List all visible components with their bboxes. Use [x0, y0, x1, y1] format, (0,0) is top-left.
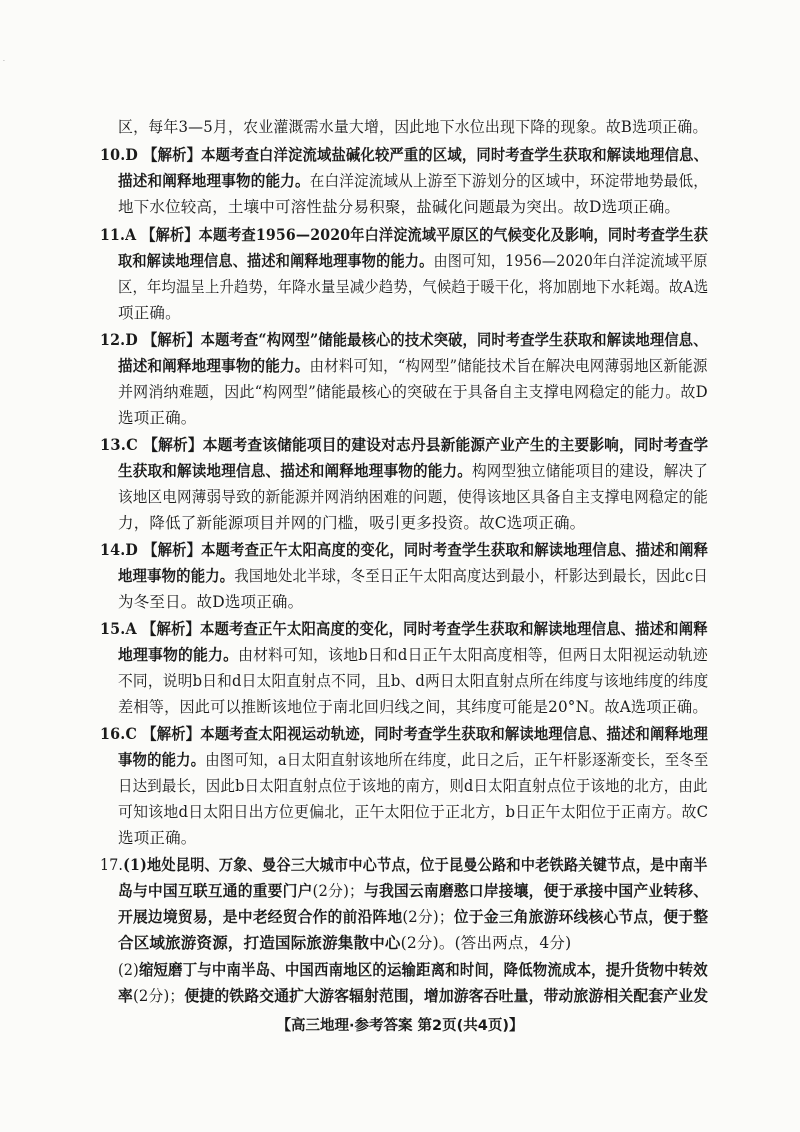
text-run: 可知该地d日太阳日出方位更偏北，正午太阳位于正北方，b日正午太阳位于正南方。故C	[118, 803, 709, 821]
text-line	[100, 619, 708, 639]
text-line	[118, 907, 708, 927]
text-line	[118, 117, 708, 137]
text-line	[100, 855, 708, 875]
text-run: 由材料可知，“构网型”储能技术旨在解决电网薄弱地区新能源	[309, 357, 708, 375]
text-line	[118, 303, 181, 323]
text-run: (1)地处昆明、万象、曼谷三大城市中心节点，位于昆曼公路和中老铁路关键节点，是中南半	[123, 855, 708, 874]
text-run: 生获取和解读地理信息、描述和阐释地理事物的能力。	[118, 461, 473, 480]
text-line	[118, 513, 585, 533]
text-run: 12.D 【解析】本题考查“构网型”储能最核心的技术突破，同时考查学生获取和解读地理信息、	[100, 330, 708, 349]
text-run: 描述和阐释地理事物的能力。	[118, 356, 310, 375]
text-run: 率	[118, 986, 133, 1005]
document-page: · 区，每年3—5月，农业灌溉需水量大增，因此地下水位出现下降的现象。故B选项正确。 10.D 【解析】本题考查白洋淀流域盐碱化较严重的区域，同时考查学生获取和解读地理信息、 描述和阐释地理事物的能力。在白洋淀流域从上游至下游划分的区域中，环淀带地势最低， 地下水位较高，土壤中可溶性盐分易积聚，盐碱化问题最为突出。故D选项正确。 11.A 【解析】本题考查1956—2020年白洋淀流域平原区的气候变化及影响，同时考查学生获 取和解读地理信息、描述和阐释地理事物的能力。由图可知，1956—2020年白洋淀流域平原 区，年均温呈上升趋势，年降水量呈减少趋势，气候趋于暖干化，将加剧地下水耗竭。故A选 项正确。 12.D 【解析】本题考查“构网型”储能最核心的技术突破，同时考查学生获取和解读地理信息、 描述和阐释地理事物的能力。由材料可知，“构网型”储能技术旨在解决电网薄弱地区新能源 并网消纳难题，因此“构网型”储能最核心的突破在于具备自主支撑电网稳定的能力。故D 选项正确。 13.C 【解析】本题考查该储能项目的建设对志丹县新能源产业产生的主要影响，同时考查学 生获取和解读地理信息、描述和阐释地理事物的能力。构网型独立储能项目的建设，解决了 该地区电网薄弱导致的新能源并网消纳困难的问题，使得该地区具备自主支撑电网稳定的能 力，降低了新能源项目并网的门槛，吸引更多投资。故C选项正确。 14.D 【解析】本题考查正午太阳高度的变化，同时考查学生获取和解读地理信息、描述和阐释 地理事物的能力。我国地处北半球，冬至日正午太阳高度达到最小，杆影达到最长，因此c日 为冬至日。故D选项正确。 15.A 【解析】本题考查正午太阳高度的变化，同时考查学生获取和解读地理信息、描述和阐释 地理事物的能力。由材料可知，该地b日和d日正午太阳高度相等，但两日太阳视运动轨迹 不同，说明b日和d日太阳直射点不同，且b、d两日太阳直射点所在纬度与该地纬度的纬度 差相等，因此可以推断该地位于南北回归线之间，其纬度可能是20°N。故A选项正确。 16.C 【解析】本题考查太阳视运动轨迹，同时考查学生获取和解读地理信息、描述和阐释地理 事物的能力。由图可知，a日太阳直射该地所在纬度，此日之后，正午杆影逐渐变长，至冬至 日达到最长，因此b日太阳直射点位于该地的南方，则d日太阳直射点位于该地的北方，由此 可知该地d日太阳日出方位更偏北，正午太阳位于正北方，b日正午太阳位于正南方。故C 选项正确。 17.(1)地处昆明、万象、曼谷三大城市中心节点，位于昆曼公路和中老铁路关键节点，是中南半 岛与中国互联互通的重要门户(2分)；与我国云南磨憨口岸接壤，便于承接中国产业转移、 开展边境贸易，是中老经贸合作的前沿阵地(2分)；位于金三角旅游环线核心节点，便于整 合区域旅游资源，打造国际旅游集散中心(2分)。(答出两点，4分) (2)缩短磨丁与中南半岛、中国西南地区的运输距离和时间，降低物流成本，提升货物中转效 率(2分)；便捷的铁路交通扩大游客辐射范围，增加游客吞吐量，带动旅游相关配套产业发 【高三地理·参考答案 第2页(共4页)】	[0, 0, 800, 1132]
text-line	[118, 566, 708, 586]
text-run: 力，降低了新能源项目并网的门槛，吸引更多投资。故C选项正确。	[118, 514, 586, 532]
text-run: 选项正确。	[118, 409, 197, 427]
text-run: 开展边境贸易，是中老经贸合作的前沿阵地	[118, 907, 403, 926]
text-run: 11.A 【解析】本题考查1956—2020年白洋淀流域平原区的气候变化及影响，同时考查学生获	[100, 225, 709, 244]
text-line	[100, 330, 708, 350]
text-run: 我国地处北半球，冬至日正午太阳高度达到最小，杆影达到最长，因此c日	[234, 567, 708, 585]
text-line	[118, 197, 680, 217]
text-run: 合区域旅游资源，打造国际旅游集散中心	[118, 933, 401, 952]
text-run: (2)	[118, 961, 139, 979]
text-run: 由图可知，1956—2020年白洋淀流域平原	[433, 252, 708, 270]
text-run: (2分)；	[132, 987, 185, 1005]
text-line	[118, 828, 197, 848]
text-run: 日达到最长，因此b日太阳直射点位于该地的南方，则d日太阳直射点位于该地的北方，由此	[118, 777, 708, 795]
text-run: 事物的能力。	[118, 750, 206, 769]
text-run: 在白洋淀流域从上游至下游划分的区域中，环淀带地势最低，	[309, 172, 709, 190]
text-run: 地理事物的能力。	[118, 645, 239, 664]
text-line	[118, 251, 708, 271]
text-line	[100, 435, 708, 455]
text-line	[118, 697, 708, 717]
text-run: 位于金三角旅游环线核心节点，便于整	[453, 907, 709, 926]
text-run: (2分)；	[402, 908, 454, 926]
text-line	[118, 960, 708, 980]
text-line	[118, 750, 708, 770]
text-line	[118, 408, 197, 428]
text-run: 14.D 【解析】本题考查正午太阳高度的变化，同时考查学生获取和解读地理信息、描述和阐释	[100, 540, 709, 559]
text-line	[100, 724, 708, 744]
text-line	[118, 986, 708, 1006]
text-run: 便捷的铁路交通扩大游客辐射范围，增加游客吞吐量，带动旅游相关配套产业发	[184, 986, 709, 1005]
text-run: 地下水位较高，土壤中可溶性盐分易积聚，盐碱化问题最为突出。故D选项正确。	[118, 198, 681, 216]
text-line	[118, 933, 571, 953]
text-run: (2分)。(答出两点，4分)	[400, 934, 572, 952]
text-run: 区，年均温呈上升趋势，年降水量呈减少趋势，气候趋于暖干化，将加剧地下水耗竭。故A选	[118, 278, 709, 296]
page-footer: 【高三地理·参考答案 第2页(共4页)】	[276, 1018, 524, 1034]
text-run: (2分)；	[312, 882, 365, 900]
text-line	[118, 171, 708, 191]
text-line	[100, 540, 708, 560]
text-run: 不同，说明b日和d日太阳直射点不同，且b、d两日太阳直射点所在纬度与该地纬度的纬度	[118, 672, 709, 690]
text-run: 区，每年3—5月，农业灌溉需水量大增，因此地下水位出现下降的现象。故B选项正确。	[118, 118, 708, 136]
text-run: 项正确。	[118, 304, 181, 322]
text-run: 缩短磨丁与中南半岛、中国西南地区的运输距离和时间，降低物流成本，提升货物中转效	[138, 960, 708, 979]
text-line	[118, 487, 708, 507]
text-run: 并网消纳难题，因此“构网型”储能最核心的突破在于具备自主支撑电网稳定的能力。故D	[118, 383, 708, 401]
text-run: 由图可知，a日太阳直射该地所在纬度，此日之后，正午杆影逐渐变长，至冬至	[205, 751, 709, 769]
text-line	[100, 225, 708, 245]
text-line	[118, 592, 303, 612]
text-line	[118, 881, 708, 901]
text-run: 与我国云南磨憨口岸接壤，便于承接中国产业转移、	[364, 881, 709, 900]
text-line	[118, 645, 708, 665]
text-line	[118, 356, 708, 376]
text-run: 取和解读地理信息、描述和阐释地理事物的能力。	[118, 251, 434, 270]
text-run: 13.C 【解析】本题考查该储能项目的建设对志丹县新能源产业产生的主要影响，同时考查学	[100, 435, 709, 454]
text-line	[118, 382, 708, 402]
text-run: 15.A 【解析】本题考查正午太阳高度的变化，同时考查学生获取和解读地理信息、描述和阐释	[100, 619, 708, 638]
text-line	[100, 145, 708, 165]
text-run: 该地区电网薄弱导致的新能源并网消纳困难的问题，使得该地区具备自主支撑电网稳定的能	[118, 488, 709, 506]
text-run: 描述和阐释地理事物的能力。	[118, 171, 310, 190]
text-run: 地理事物的能力。	[118, 566, 235, 585]
text-run: 为冬至日。故D选项正确。	[118, 593, 304, 611]
text-run: 岛与中国互联互通的重要门户	[118, 881, 313, 900]
text-line	[118, 802, 708, 822]
text-run: 构网型独立储能项目的建设，解决了	[472, 462, 709, 480]
text-line	[118, 671, 708, 691]
text-run: 差相等，因此可以推断该地位于南北回归线之间，其纬度可能是20°N。故A选项正确。	[118, 698, 708, 716]
text-run: 选项正确。	[118, 829, 197, 847]
text-run: 17.	[100, 856, 124, 874]
text-line	[118, 776, 708, 796]
text-run: 10.D 【解析】本题考查白洋淀流域盐碱化较严重的区域，同时考查学生获取和解读地理信息、	[100, 145, 709, 164]
text-line	[118, 277, 708, 297]
text-run: 16.C 【解析】本题考查太阳视运动轨迹，同时考查学生获取和解读地理信息、描述和阐释地理	[100, 724, 709, 743]
text-line	[118, 461, 708, 481]
text-run: 由材料可知，该地b日和d日正午太阳高度相等，但两日太阳视运动轨迹	[238, 646, 708, 664]
